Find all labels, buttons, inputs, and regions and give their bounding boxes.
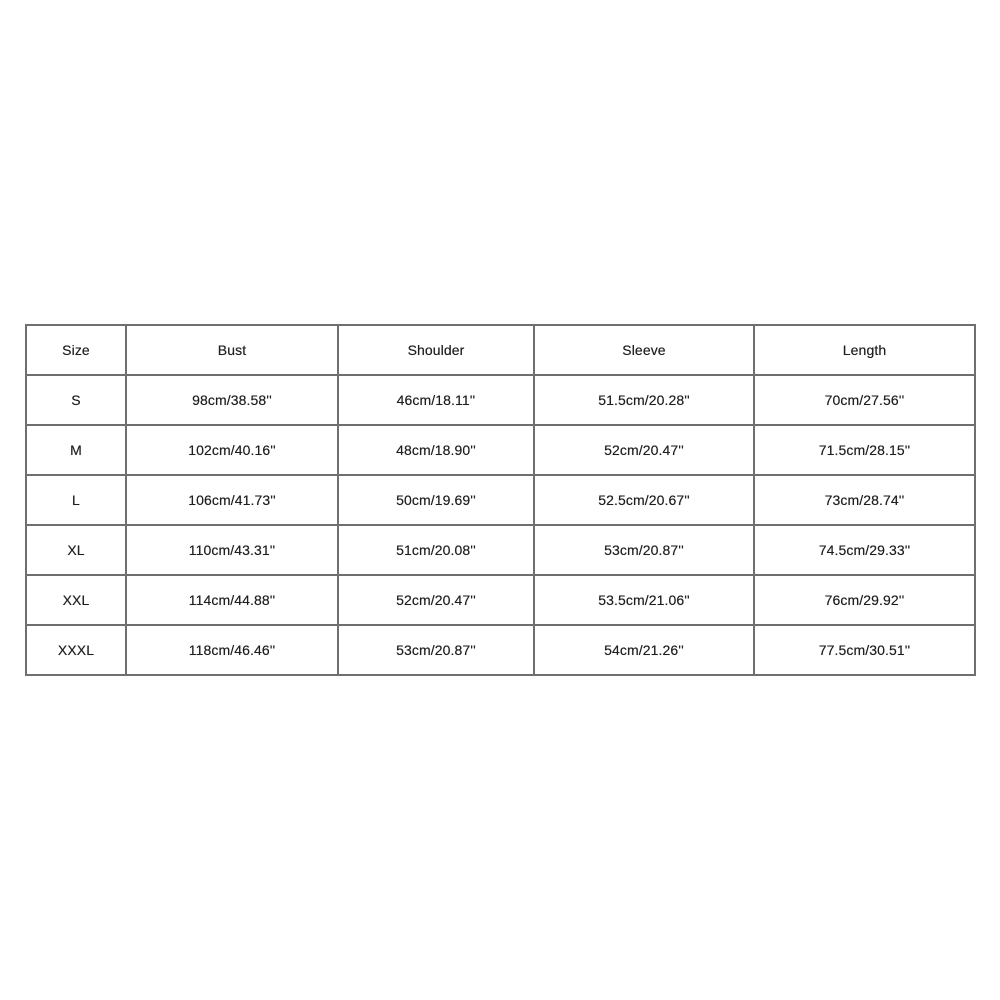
table-row xyxy=(26,375,975,425)
length-cell: 70cm/27.56'' xyxy=(754,375,975,425)
length-cell: 74.5cm/29.33'' xyxy=(754,525,975,575)
sleeve-cell: 54cm/21.26'' xyxy=(534,625,754,675)
size-cell: XL xyxy=(26,525,126,575)
shoulder-cell: 48cm/18.90'' xyxy=(338,425,534,475)
size-chart-header xyxy=(26,325,975,375)
table-row xyxy=(26,575,975,625)
length-cell: 73cm/28.74'' xyxy=(754,475,975,525)
table-row xyxy=(26,525,975,575)
shoulder-cell: 51cm/20.08'' xyxy=(338,525,534,575)
header-length: Length xyxy=(754,325,975,375)
header-bust: Bust xyxy=(126,325,338,375)
length-cell: 71.5cm/28.15'' xyxy=(754,425,975,475)
bust-cell: 106cm/41.73'' xyxy=(126,475,338,525)
shoulder-cell: 52cm/20.47'' xyxy=(338,575,534,625)
size-cell: XXXL xyxy=(26,625,126,675)
header-size: Size xyxy=(26,325,126,375)
sleeve-cell: 53.5cm/21.06'' xyxy=(534,575,754,625)
sleeve-cell: 52cm/20.47'' xyxy=(534,425,754,475)
bust-cell: 98cm/38.58'' xyxy=(126,375,338,425)
size-cell: L xyxy=(26,475,126,525)
table-row xyxy=(26,425,975,475)
table-row xyxy=(26,625,975,675)
header-row xyxy=(26,325,975,375)
table-row xyxy=(26,475,975,525)
bust-cell: 110cm/43.31'' xyxy=(126,525,338,575)
size-cell: S xyxy=(26,375,126,425)
shoulder-cell: 50cm/19.69'' xyxy=(338,475,534,525)
header-sleeve: Sleeve xyxy=(534,325,754,375)
size-chart-body xyxy=(26,375,975,675)
size-chart-table xyxy=(25,324,976,676)
sleeve-cell: 53cm/20.87'' xyxy=(534,525,754,575)
size-cell: XXL xyxy=(26,575,126,625)
sleeve-cell: 51.5cm/20.28'' xyxy=(534,375,754,425)
header-shoulder: Shoulder xyxy=(338,325,534,375)
length-cell: 76cm/29.92'' xyxy=(754,575,975,625)
bust-cell: 118cm/46.46'' xyxy=(126,625,338,675)
sleeve-cell: 52.5cm/20.67'' xyxy=(534,475,754,525)
shoulder-cell: 46cm/18.11'' xyxy=(338,375,534,425)
length-cell: 77.5cm/30.51'' xyxy=(754,625,975,675)
size-cell: M xyxy=(26,425,126,475)
shoulder-cell: 53cm/20.87'' xyxy=(338,625,534,675)
bust-cell: 114cm/44.88'' xyxy=(126,575,338,625)
bust-cell: 102cm/40.16'' xyxy=(126,425,338,475)
